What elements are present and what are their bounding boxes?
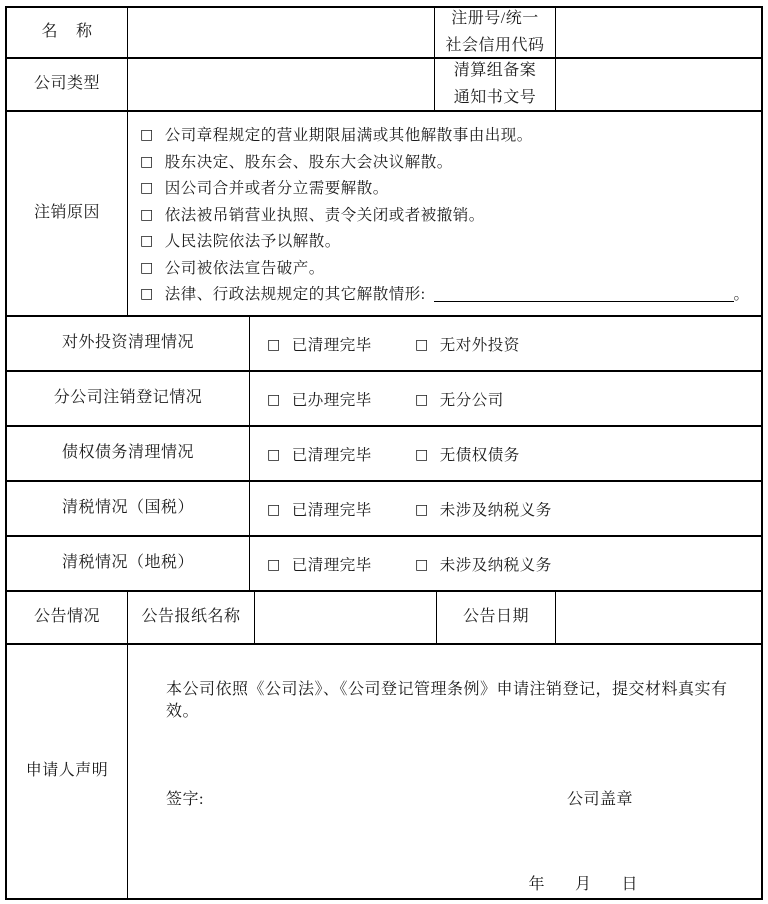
row-debt-clearing	[7, 427, 761, 482]
declaration-label: 申请人声明	[7, 645, 128, 898]
row-foreign-investment	[7, 317, 761, 372]
national-tax-label: 清税情况（国税）	[7, 482, 250, 535]
row-local-tax	[7, 537, 761, 592]
foreign-investment-options	[250, 317, 761, 370]
checkbox-icon[interactable]: □	[140, 233, 154, 249]
date-day-label[interactable]: 日	[621, 875, 638, 893]
liquidation-notice-input[interactable]	[556, 59, 761, 110]
reason-option[interactable]	[140, 200, 751, 227]
checkbox-icon[interactable]: □	[140, 206, 154, 223]
status-option[interactable]	[267, 553, 415, 575]
reason-label: 注销原因	[7, 112, 128, 315]
checkbox-icon[interactable]: □	[140, 153, 154, 170]
reason-option-label: 股东决定、股东会、股东大会决议解散。	[164, 153, 453, 171]
status-option[interactable]	[415, 388, 504, 410]
reason-options	[128, 112, 761, 315]
credit-code-input[interactable]	[556, 8, 761, 57]
checkbox-icon[interactable]: □	[140, 259, 154, 276]
date-line	[166, 871, 733, 894]
status-option[interactable]	[415, 333, 520, 355]
foreign-investment-label: 对外投资清理情况	[7, 317, 250, 370]
reason-other-blank[interactable]	[434, 285, 734, 302]
row-national-tax	[7, 482, 761, 537]
date-month-label[interactable]: 月	[574, 875, 592, 893]
signature-label[interactable]: 签字:	[166, 790, 204, 808]
date-year-label[interactable]: 年	[528, 875, 545, 893]
local-tax-options	[250, 537, 761, 590]
declaration-content	[128, 645, 761, 898]
announcement-date-input[interactable]	[556, 592, 761, 643]
reason-option-label: 人民法院依法予以解散。	[164, 233, 341, 250]
row-name	[7, 8, 761, 59]
checkbox-icon[interactable]: □	[415, 446, 429, 463]
reason-option-label: 公司被依法宣告破产。	[164, 259, 325, 277]
declaration-statement: 本公司依照《公司法》、《公司登记管理条例》申请注销登记，提交材料真实有效。	[166, 681, 728, 721]
credit-code-label	[435, 8, 556, 57]
status-option-label: 无分公司	[439, 391, 504, 409]
name-input[interactable]	[128, 8, 435, 57]
reason-option-label: 因公司合并或者分立需要解散。	[164, 180, 389, 197]
status-option[interactable]	[415, 553, 552, 575]
branch-deregistration-label: 分公司注销登记情况	[7, 372, 250, 425]
row-company-type	[7, 59, 761, 112]
checkbox-icon[interactable]: □	[140, 180, 154, 196]
announcement-date-label: 公告日期	[437, 592, 556, 643]
debt-clearing-label: 债权债务清理情况	[7, 427, 250, 480]
liquidation-notice-label-text: 清算组备案 通知书文号	[453, 62, 537, 106]
status-option[interactable]	[415, 443, 520, 465]
row-reason	[7, 112, 761, 317]
checkbox-icon[interactable]: □	[415, 336, 429, 353]
status-option-label: 已清理完毕	[291, 336, 372, 354]
status-option[interactable]	[267, 443, 415, 465]
row-declaration	[7, 645, 761, 898]
status-option-label: 已清理完毕	[291, 446, 372, 464]
reason-option[interactable]	[140, 227, 751, 254]
checkbox-icon[interactable]: □	[267, 501, 281, 518]
reason-option-label: 公司章程规定的营业期限届满或其他解散事由出现。	[164, 127, 533, 144]
checkbox-icon[interactable]: □	[140, 127, 154, 143]
status-option-label: 已清理完毕	[291, 501, 372, 519]
checkbox-icon[interactable]: □	[267, 336, 281, 353]
liquidation-notice-label	[435, 59, 556, 110]
status-option-label: 未涉及纳税义务	[439, 501, 552, 519]
checkbox-icon[interactable]: □	[415, 556, 429, 573]
newspaper-input[interactable]	[255, 592, 437, 643]
reason-option[interactable]	[140, 121, 751, 148]
debt-clearing-options	[250, 427, 761, 480]
status-option-label: 无对外投资	[439, 336, 520, 354]
status-option-label: 未涉及纳税义务	[439, 556, 552, 574]
status-option[interactable]	[415, 498, 552, 520]
status-option-label: 已办理完毕	[291, 391, 372, 409]
checkbox-icon[interactable]: □	[415, 501, 429, 518]
deregistration-form	[5, 6, 763, 900]
local-tax-label: 清税情况（地税）	[7, 537, 250, 590]
checkbox-icon[interactable]: □	[267, 556, 281, 573]
status-option[interactable]	[267, 333, 415, 355]
reason-other-label: 法律、行政法规规定的其它解散情形:	[164, 286, 426, 303]
row-branch-deregistration	[7, 372, 761, 427]
reason-option[interactable]	[140, 147, 751, 174]
company-type-input[interactable]	[128, 59, 435, 110]
checkbox-icon[interactable]: □	[267, 446, 281, 463]
status-option-label: 无债权债务	[439, 446, 520, 464]
reason-option[interactable]	[140, 174, 751, 201]
reason-option-other[interactable]	[140, 280, 751, 307]
reason-option[interactable]	[140, 253, 751, 280]
name-label: 名 称	[7, 8, 128, 57]
checkbox-icon[interactable]: □	[267, 391, 281, 408]
row-announcement	[7, 592, 761, 645]
announcement-label: 公告情况	[7, 592, 128, 643]
status-option[interactable]	[267, 498, 415, 520]
credit-code-label-text: 注册号/统一 社会信用代码	[445, 10, 545, 54]
reason-other-suffix: 。	[733, 286, 750, 303]
reason-option-label: 依法被吊销营业执照、责令关闭或者被撤销。	[164, 206, 485, 224]
company-type-label: 公司类型	[7, 59, 128, 110]
checkbox-icon[interactable]: □	[415, 391, 429, 408]
status-option[interactable]	[267, 388, 415, 410]
national-tax-options	[250, 482, 761, 535]
signature-line	[166, 786, 733, 809]
branch-deregistration-options	[250, 372, 761, 425]
newspaper-label: 公告报纸名称	[128, 592, 255, 643]
checkbox-icon[interactable]: □	[140, 286, 154, 302]
status-option-label: 已清理完毕	[291, 556, 372, 574]
company-seal-label: 公司盖章	[566, 790, 633, 808]
